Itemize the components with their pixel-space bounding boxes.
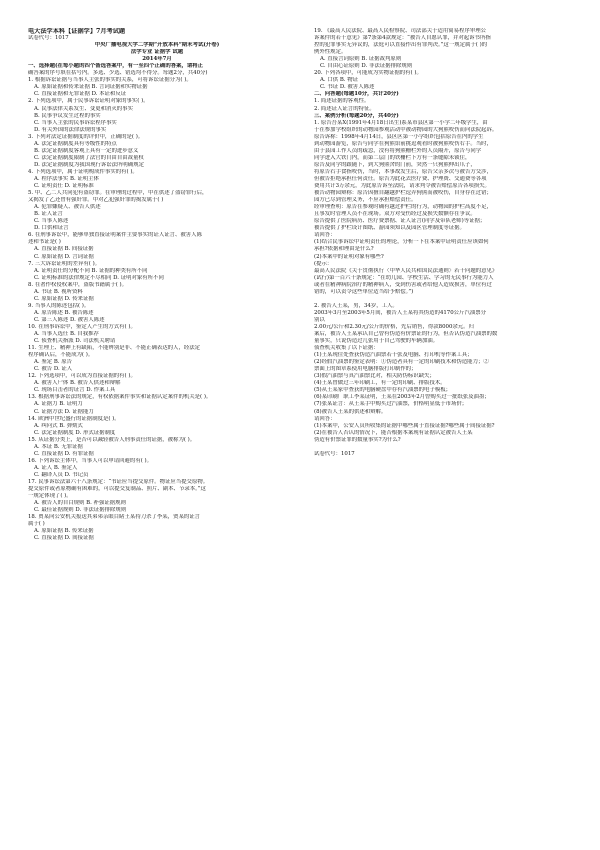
text-line: 10. 在刑事诉讼中，鉴定人产生的方式有( )。 — [28, 323, 136, 330]
text-line: C. 当事人主张的民事诉讼程序事实 — [34, 119, 117, 126]
text-line: 但被告拒绝承担任何责任。原告为此花去医疗费、护理费、交通费等各项 — [314, 175, 487, 182]
text-line: 20. 下列各项中，可能成为实物证据的有( )。 — [314, 70, 422, 77]
text-line: 请回答： — [314, 232, 336, 239]
left-column — [28, 28, 286, 542]
text-line: 又揭发了乙还曾有强奸罪。甲对乙犯强奸罪的揭发属于( ) — [28, 197, 164, 204]
text-line: 到动物园游览，原告与同学在狗熊馆前挑逗观看时被狗熊咬伤右手。当时， — [314, 140, 492, 147]
text-line: A. 原告陈述 B. 被告陈述 — [34, 309, 94, 316]
text-line: A. 证据力 B. 证明力 — [34, 401, 83, 408]
text-line: 2. 下列选项中，属于民事诉讼证明对象的事实( )。 — [28, 98, 149, 105]
text-line: 12. 下列选项中，可以成为直接证据的有( )。 — [28, 373, 136, 380]
text-line: 于在参加学校组织的动物园参观活动中被动物园的大狗熊咬伤而向法院起诉。 — [314, 126, 498, 133]
exam-date: 2014年7月 — [142, 56, 172, 63]
text-line: 或者在精神病院治疗的精神病人，受到伤害或者给他人造成损害，单位有过 — [314, 281, 492, 288]
text-line: 4. 下列选项中，属于证明构成件事实的有( )。 — [28, 168, 138, 175]
text-line: C. 直接证据 D. 间接证据 — [34, 535, 94, 542]
text-line: A. 书证 B. 视听资料 — [34, 288, 83, 295]
text-line: 票面上的图章系使用电脑排版打印制作的； — [314, 366, 417, 373]
text-line: 2. 简述证人证言的特征。 — [314, 105, 375, 112]
text-line: 6. 在刑事诉讼中，能够单独直接证明案件主要事实的证人证言、被害人陈 — [28, 232, 202, 239]
text-line: 2. 被告人王某，男，34岁，工人。 — [314, 302, 398, 309]
text-line: A. 程序法事实 B. 证明主体 — [34, 175, 99, 182]
text-line: (8)被告人王某的供述和辩解。 — [314, 408, 387, 415]
text-line: 例外性规定。 — [314, 49, 347, 56]
text-line: A. 直接证据 B. 间接证据 — [34, 246, 94, 253]
text-line: C. 原始证据 D. 言词证据 — [34, 253, 94, 260]
text-line: D. 法定证据制度为我国现行诉讼法所明确规定 — [34, 161, 144, 168]
text-line: 诉案件的若干意见》第7条第4款规定：“被告人自愿认罪，并对起诉书所指 — [314, 35, 491, 42]
text-line: 案后，被告人王某承认自己曾有伪造有价票证的行为，但否认伪造汽油票的数 — [314, 331, 498, 338]
text-line: C. 翻译人员 D. 书记员 — [34, 471, 89, 478]
text-line: A. 原始证据 B. 传来证据 — [34, 528, 94, 535]
left-body — [28, 63, 286, 542]
text-line: (提示： — [314, 260, 333, 267]
text-line: 一、选择题(在每小题的四个备选答案中，有一至四个正确的答案，请将正 — [28, 63, 204, 70]
text-line: D. 有关外国的法律法规的事实 — [34, 126, 107, 133]
text-line: (1)本案中，公安人员所收集的证据中哪些属于直接证据?哪些属于间接证据? — [314, 422, 495, 429]
text-line: A. 被害人尸体 B. 被告人供述和辩解 — [34, 380, 121, 387]
text-line: A. 证明责任的分配不同 B. 证据的种类有所不同 — [34, 267, 148, 274]
text-line: 原告及同学的跟随下，到大狗熊舍的门前，突然一只狗熊伸出爪子， — [314, 161, 476, 168]
text-line: 14. 欧洲中世纪盛行的证据制度是( )。 — [28, 415, 120, 422]
text-line: 控的犯罪事实无异议的，法庭可以直接作出有罪判决。”这一规定属于( )的 — [314, 42, 488, 49]
text-line: 16. 下列诉讼主体中，当事人可以申请回避的有( )。 — [28, 457, 153, 464]
text-line: A. 口供 B. 物证 — [320, 77, 358, 84]
text-line: 由于县园工作人员的疏忽，没有将狗熊栅栏外的人员隔开，原告与同学 — [314, 147, 482, 154]
text-line: D. 口供和证言 — [34, 225, 69, 232]
text-line: C. 第三人陈述 D. 被害人陈述 — [34, 316, 105, 323]
text-line: 程序确认后，不能成为( )。 — [28, 352, 94, 359]
text-line: C. 法定证据制度 D. 形式证据制度 — [34, 429, 116, 436]
text-line: 17. 民事诉讼法第六十八条规定：“书证应当提交原件。物证应当提交原物。 — [28, 479, 209, 485]
text-line: 原告诉称：1998年4月14日，县区区第一小学组织包括原告在内的学生 — [314, 133, 484, 140]
text-line: 被告提供了护栏设计图纸、游园须知以及园区管理制度等证据。 — [314, 225, 465, 232]
text-line: 13. 根据刑事诉讼法的规定，有权依据案件事实和证据认定案件的机关是( )。 — [28, 394, 212, 401]
text-line: 1. 简述证据的客观性。 — [314, 98, 370, 105]
text-line: 2003年3月至2003年5月间，被告人王某将其伪造的4170公斤汽油票分 — [314, 309, 487, 316]
text-line: A. 民事法律关系发生、变更和消灭的事实 — [34, 105, 133, 112]
exam-code: 试卷代号：1017 — [28, 35, 69, 42]
text-line: 请回答： — [314, 415, 336, 422]
text-line — [314, 444, 572, 451]
text-line: 最高人民法院《关于贯彻执行〈中华人民共和国民法通则〉若干问题的意见》 — [314, 267, 498, 274]
text-line: C. 直接证据 D. 有罪证据 — [34, 450, 94, 457]
text-line: 7. 三大诉讼证明的差异有( )。 — [28, 260, 101, 267]
text-line: 提交原件或者原物确有困难的，可以提交复制品、照片、副本、节录本。”这 — [28, 486, 206, 493]
text-line: (4)王某曾做过三年印刷工，有一定的印刷、排版技术。 — [314, 380, 446, 387]
text-line: A. 犯罪嫌疑人、被告人供述 — [34, 204, 101, 211]
text-line: 确答案的序号填在括号内。多选、少选、错选均不得分。每题2分，共40分) — [28, 70, 208, 77]
text-line: 1. 根据诉讼证据与当事人主张的事实的关系，可将诉讼证据分为( )。 — [28, 77, 192, 84]
text-line: 1. 原告吾某X(1991年4月18日出生)系某市县区第一小学二年级学生，由 — [314, 119, 488, 126]
exam-subject: 法学专业 证据学 试题 — [130, 49, 184, 56]
text-line: 承担?依据和理由是什么? — [314, 246, 374, 253]
text-line: C. 被告 D. 证人 — [34, 366, 73, 373]
text-line: (试行)第一百六十条规定：“在幼儿园、学校生活、学习的无民事行为能力人 — [314, 274, 494, 281]
text-line: C. 直接证据和无罪证据 D. 本证和反证 — [34, 91, 127, 98]
right-column — [314, 28, 572, 458]
text-line: 11. 生理上、精神上有缺陷，不能辨别是非、不能正确表达的人，经法定 — [28, 345, 201, 352]
text-line: C. 证明标准的法律规定不尽相同 D. 证明对象有所不同 — [34, 274, 164, 281]
text-line: 被告动物园辩称：原告因擅自翻越护栏逗弄狗熊而被咬伤，自身存在过错； — [314, 190, 492, 197]
text-line: A. 被告人的自白规则 B. 补强证据规则 — [34, 500, 126, 507]
text-line: (5)从王某家中查获的电脑硬盘中存有汽油票的电子模板； — [314, 387, 452, 394]
text-line: A. 纠问式 B. 弹劾式 — [34, 422, 83, 429]
text-line: 伪造有价票证罪的数量事实?为什么? — [314, 436, 401, 443]
text-line: 属于( ) — [28, 521, 45, 528]
text-line: 量事实，只说伪造过几张用于自己驾驶的车辆加油。 — [314, 338, 438, 345]
text-line: C. 原始证据 D. 传来证据 — [34, 295, 94, 302]
text-line: A. 原始证据和传来证据 B. 言词证据和实物证据 — [34, 84, 148, 91]
text-line: (1)结合民事诉讼中证明责任的理论，分析一下在本案中证明责任应该如何 — [314, 239, 489, 246]
text-line: 18. 贾某向公安机关报送其弟弟亲眼目睹王某持刀杀了李某，贾某的证言 — [28, 514, 201, 521]
text-line: 试卷代号：1017 — [314, 450, 355, 457]
text-line: C. 法定证据制度限制了法官的自由自由裁量权 — [34, 154, 144, 161]
exam-header: 中央广播电视大学二学期“开放本科”期末考试(开卷) — [94, 42, 220, 49]
text-line: C. 证据方法 D. 证据能力 — [34, 408, 94, 415]
text-line: (1)王某现住处查获伪造汽油票若干张及电脑、打印机等作案工具； — [314, 352, 473, 359]
text-line: A. 鉴定 B. 原告 — [34, 359, 72, 366]
text-line: 园方已尽到管理义务，不应承担赔偿责任。 — [314, 197, 417, 204]
text-line: 述和书证是( ) — [28, 239, 61, 246]
text-line: C. 现场目击者的证言 D. 作案工具 — [34, 387, 116, 394]
text-line: C. 书证 D. 被害人陈述 — [320, 84, 375, 91]
text-line: 同学进入大铁门内，而第二层门的铁栅栏下方有一条缝隙未锁住， — [314, 154, 471, 161]
text-line: (3)假汽油票与真汽油票比对，相关防伪标识缺失； — [314, 373, 435, 380]
text-line: 费用共计3万余元，为此原告诉至法院，请求判令被告赔偿原告各项损失。 — [314, 183, 490, 190]
text-line: 二、问答题(每题10分，共计20分) — [314, 91, 399, 98]
text-line: 5. 甲、乙二人共同犯有盗窃罪。在审理的过程中，甲在供述了盗窃罪行后， — [28, 190, 208, 197]
text-line: 错的，可以责令这些单位适当给予赔偿。”) — [314, 288, 414, 295]
text-line: (7)张某证言：从王某手中购买过汽油票，价格明显低于市场价； — [314, 401, 468, 408]
text-line: (6)某印刷厂职工李某证明，王某在2003年2月曾购买过一批纸张及油墨； — [314, 394, 490, 401]
text-line: (2)本案中的证明对象有哪些? — [314, 253, 384, 260]
text-line: 2.00元/公斤和2.30元/公斤的价格，先后销售，得款8000余元。归 — [314, 323, 474, 330]
text-line: (2)在被告人否认的情况下，能否根据本案现有证据认定被告人王某 — [314, 429, 473, 436]
text-line: A. 法定证据制度具有等级性的特点 — [34, 140, 117, 147]
right-body — [314, 28, 572, 458]
text-line: 三、案例分析(每题20分，共40分) — [314, 112, 399, 119]
text-line: A. 当事人选任 B. 自我推荐 — [34, 331, 99, 338]
text-line: 一规定体现了( )。 — [28, 493, 72, 500]
text-line: 原告提供了医院病历、医疗费票据、证人证言(同学及带队老师)等证据； — [314, 218, 486, 225]
text-line: 侦查机关收集了以下证据： — [314, 345, 379, 352]
text-line: C. 侦查机关指派 D. 司法机关聘请 — [34, 338, 116, 345]
text-line: 8. 在著作权侵权案中，盗版书籍属于( )。 — [28, 281, 128, 288]
text-line: C. 最佳证据规则 D. 非法证据排除规则 — [34, 507, 127, 514]
text-line: C. 证明责任 D. 证明标准 — [34, 183, 94, 190]
text-line: C. 当事人陈述 — [34, 218, 69, 225]
document-title: 电大法学本科【证据学】7月考试题 — [28, 28, 126, 35]
text-line: 且事发时管理人员不在现场。双方对受伤经过及损失数额存在争议。 — [314, 211, 476, 218]
text-line: A. 直接言词原则 B. 证据裁判原则 — [320, 56, 402, 63]
text-line: 9. 当事人的陈述包括( )。 — [28, 302, 90, 309]
text-line: 15. 从证据分类上，是否可以减轻被告人刑事责任的证据，被称为( )。 — [28, 436, 196, 443]
text-line: 将原告右手食指咬伤，当时，本事故发生后，原告父亲多次与被告方交涉， — [314, 168, 492, 175]
text-line: B. 民事争议发生过程的事实 — [34, 112, 101, 119]
text-line: C. 自由心证原则 D. 非法证据排除规则 — [320, 63, 413, 70]
text-line — [314, 296, 572, 303]
text-line: (2)经假汽油票的鉴定表明：①伪造者具有一定的印刷技术和伪造能力；② — [314, 359, 489, 366]
text-line: 别以 — [314, 316, 325, 323]
text-line: 3. 下列对法定证据制度的评价中，正确的是( )。 — [28, 133, 144, 140]
text-line: 19. 《最高人民法院、最高人民检察院、司法部关于适用简易程序审理公 — [314, 28, 487, 34]
text-line: 经审理查明：原告在参观时确有越过护栏的行为，动物园的护栏高度不足， — [314, 204, 492, 211]
text-line: B. 法定证据制度客观上具有一定的进步意义 — [34, 147, 139, 154]
text-line: A. 证人 B. 鉴定人 — [34, 464, 78, 471]
text-line: A. 本证 B. 无罪证据 — [34, 443, 83, 450]
text-line: B. 证人证言 — [34, 211, 63, 218]
